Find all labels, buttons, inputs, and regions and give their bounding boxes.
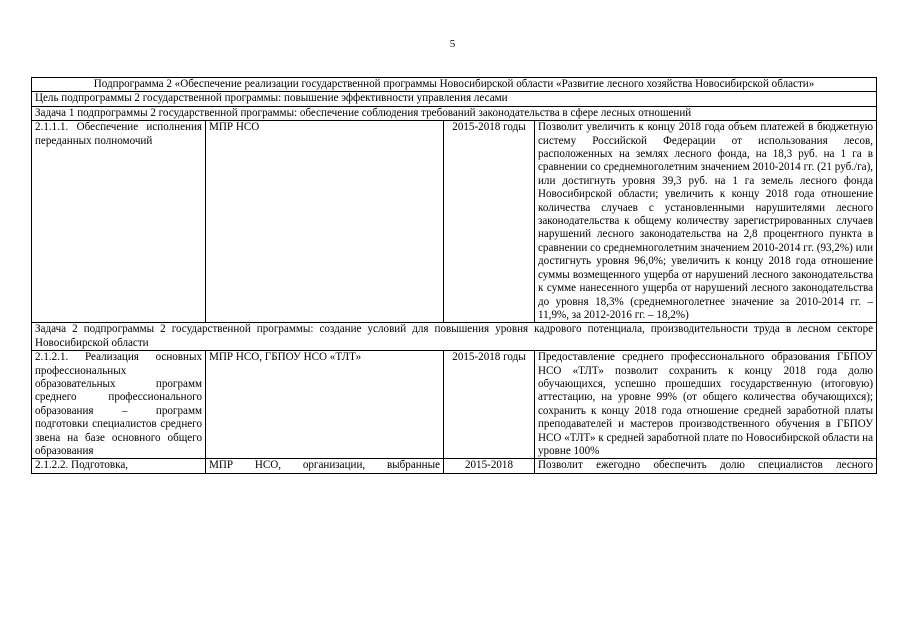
result-cell: Позволит увеличить к концу 2018 года объем платежей в бюджетную систему Российской Федерации от использования лесов, расположенных на землях лесного фонда, на 18,3 руб. на 1 га в сравнении со среднемноголетним значением 2010-2014 гг. (21 руб./га), или достигнуть уровня 39,3 руб. на 1 га земель лесного фонда Новосибирской области; увеличить к концу 2018 года отношение количества случаев с установленными нарушителями лесного законодательства к общему количеству зарегистрированных случаев нарушений лесного законодательства на 2,8 процентного пункта в сравнении со среднемноголетним значением 2010-2014 гг. (93,2%) или достигнуть уровня 96,0%; увеличить к концу 2018 года отношение суммы возмещенного ущерба от нарушений лесного законодательства к сумме нанесенного ущерба от нарушений лесного законодательства до уровня 18,3% (среднемноголетнее значение за 2010-2014 гг. – 11,9%, за 2012-2016 гг. – 18,2%)	[535, 121, 877, 323]
table-row	[32, 121, 877, 323]
executor-text: МПР НСО, организации, выбранные	[209, 459, 440, 472]
activity-cell: 2.1.1.1. Обеспечение исполнения переданных полномочий	[32, 121, 206, 323]
activity-cell	[32, 459, 206, 474]
page-number: 5	[449, 38, 456, 50]
table-row	[32, 351, 877, 459]
period-text: 2015-2018	[464, 459, 514, 472]
table-row	[32, 459, 877, 474]
goal-text: Цель подпрограммы 2 государственной программы: повышение эффективности управления лесами	[32, 92, 877, 106]
task-2-row	[32, 323, 877, 351]
period-cell: 2015-2018 годы	[444, 351, 535, 459]
activity-cell: 2.1.2.1. Реализация основных профессиональных образовательных программ среднего профессионального образования – программ подготовки специалистов среднего звена на базе основного общего образования	[32, 351, 206, 459]
subprogram-table	[31, 77, 877, 474]
period-cell	[444, 459, 535, 474]
executor-cell	[206, 459, 444, 474]
period-cell: 2015-2018 годы	[444, 121, 535, 323]
activity-text: 2.1.2.2. Подготовка,	[35, 459, 129, 472]
subprogram-title: Подпрограмма 2 «Обеспечение реализации государственной программы Новосибирской области «Развитие лесного хозяйства Новосибирской области»	[32, 78, 877, 92]
task-1-text: Задача 1 подпрограммы 2 государственной программы: обеспечение соблюдения требований законодательства в сфере лесных отношений	[32, 106, 877, 120]
subprogram-title-row	[32, 78, 877, 92]
result-text: Позволит ежегодно обеспечить долю специалистов лесного	[538, 459, 874, 472]
executor-cell: МПР НСО	[206, 121, 444, 323]
executor-cell: МПР НСО, ГБПОУ НСО «ТЛТ»	[206, 351, 444, 459]
goal-row	[32, 92, 877, 106]
task-1-row	[32, 106, 877, 120]
result-cell	[535, 459, 877, 474]
task-2-text: Задача 2 подпрограммы 2 государственной программы: создание условий для повышения уровня кадрового потенциала, производительности труда в лесном секторе Новосибирской области	[32, 323, 877, 351]
result-cell: Предоставление среднего профессионального образования ГБПОУ НСО «ТЛТ» позволит сохранить к концу 2018 года долю обучающихся, успешно прошедших государственную (итоговую) аттестацию, на уровне 99% (от общего количества обучающихся); сохранить к концу 2018 года отношение средней заработной платы преподавателей и мастеров производственного обучения в ГБПОУ НСО «ТЛТ» к средней заработной плате по Новосибирской области на уровне 100%	[535, 351, 877, 459]
